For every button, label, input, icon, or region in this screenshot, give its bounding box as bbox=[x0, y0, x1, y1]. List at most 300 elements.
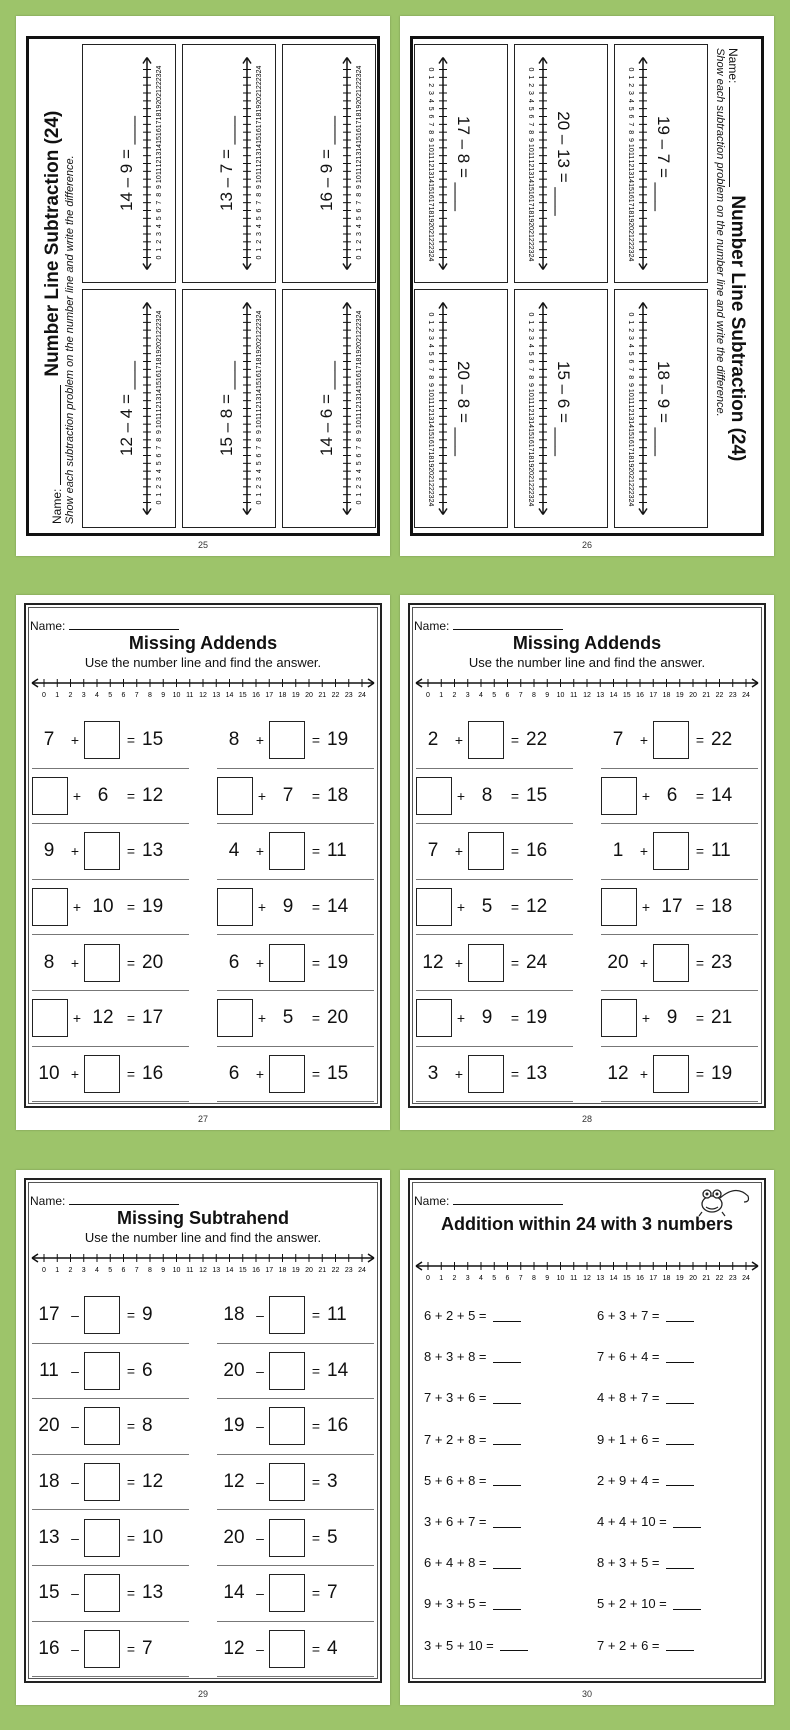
number-line-label: 4 bbox=[356, 469, 363, 474]
number-line-label: 8 bbox=[532, 692, 536, 699]
equals-sign: = bbox=[311, 1640, 321, 1657]
answer-box[interactable] bbox=[217, 777, 253, 815]
number-line-label: 12 bbox=[156, 404, 163, 413]
number-line-label: 2 bbox=[452, 1275, 457, 1282]
equals-sign: = bbox=[311, 732, 321, 749]
problem-cell bbox=[614, 289, 708, 528]
number-line-label: 20 bbox=[305, 692, 313, 699]
number-line-label: 6 bbox=[427, 359, 434, 364]
answer-box[interactable] bbox=[84, 1407, 120, 1445]
problem-row bbox=[424, 1377, 750, 1418]
operator: + bbox=[454, 954, 464, 971]
number-line-label: 21 bbox=[256, 89, 263, 97]
number-line-label: 21 bbox=[702, 1275, 711, 1282]
answer-box[interactable] bbox=[84, 1574, 120, 1612]
equals-sign: = bbox=[126, 1418, 136, 1435]
number-line-label: 10 bbox=[256, 420, 263, 429]
number-line-label: 14 bbox=[527, 175, 534, 184]
number-line-label: 24 bbox=[527, 498, 534, 507]
number-line-label: 6 bbox=[627, 114, 634, 119]
answer-box[interactable] bbox=[84, 1463, 120, 1501]
answer-blank[interactable] bbox=[666, 1474, 694, 1486]
operator: – bbox=[71, 1529, 79, 1546]
result: 10 bbox=[142, 1526, 164, 1548]
number-line-label: 9 bbox=[545, 1275, 550, 1282]
answer-blank[interactable] bbox=[666, 1639, 694, 1651]
answer-box[interactable] bbox=[32, 777, 68, 815]
problem-text: 13 – 7 = ___ bbox=[217, 116, 236, 212]
number-line-label: 7 bbox=[134, 1267, 139, 1274]
answer-box[interactable] bbox=[84, 944, 120, 982]
problem-list bbox=[32, 713, 374, 1102]
problem-text: 15 – 8 = ___ bbox=[217, 361, 236, 457]
number-line-label: 10 bbox=[356, 420, 363, 429]
number-line-label: 9 bbox=[627, 383, 634, 387]
answer-blank[interactable] bbox=[666, 1557, 694, 1569]
number-line-label: 23 bbox=[527, 245, 534, 254]
equals-sign: = bbox=[126, 787, 136, 804]
addend: 12 bbox=[422, 951, 444, 973]
number-line-label: 19 bbox=[627, 214, 634, 223]
name-field bbox=[50, 385, 64, 524]
number-line-label: 1 bbox=[627, 320, 634, 325]
number-line-label: 16 bbox=[256, 373, 263, 382]
name-field bbox=[30, 1194, 179, 1208]
number-line-label: 1 bbox=[55, 1267, 60, 1274]
number-line-label: 6 bbox=[505, 1275, 510, 1282]
addend: 7 bbox=[427, 840, 439, 862]
answer-box[interactable] bbox=[84, 721, 120, 759]
worksheet-page-28 bbox=[400, 595, 774, 1130]
answer-box[interactable] bbox=[269, 1352, 305, 1390]
number-line-label: 7 bbox=[518, 1275, 523, 1282]
answer-box[interactable] bbox=[601, 777, 637, 815]
number-line-label: 15 bbox=[527, 183, 534, 191]
result: 16 bbox=[142, 1062, 164, 1084]
addend: 12 bbox=[223, 1471, 245, 1493]
number-line-label: 22 bbox=[256, 81, 263, 90]
number-line-label: 9 bbox=[527, 383, 534, 387]
answer-box[interactable] bbox=[468, 721, 504, 759]
page-number: 25 bbox=[197, 540, 208, 550]
answer-box[interactable] bbox=[269, 1055, 305, 1093]
answer-box[interactable] bbox=[601, 888, 637, 926]
number-line-label: 0 bbox=[156, 500, 163, 505]
answer-blank[interactable] bbox=[493, 1433, 521, 1445]
number-line-label: 21 bbox=[356, 334, 363, 342]
answer-box[interactable] bbox=[269, 1630, 305, 1668]
number-line-label: 7 bbox=[356, 200, 363, 205]
number-line-label: 1 bbox=[627, 75, 634, 80]
answer-blank[interactable] bbox=[666, 1351, 694, 1363]
answer-box[interactable] bbox=[653, 944, 689, 982]
number-line-label: 20 bbox=[356, 341, 363, 350]
number-line-label: 15 bbox=[238, 1267, 247, 1274]
equation bbox=[416, 1047, 573, 1103]
answer-box[interactable] bbox=[217, 888, 253, 926]
number-line-label: 8 bbox=[156, 437, 163, 442]
number-line-label: 1 bbox=[356, 247, 363, 252]
number-line-label: 12 bbox=[627, 404, 634, 413]
problem-text: 20 – 13 = ___ bbox=[554, 111, 573, 216]
number-line-label: 21 bbox=[527, 475, 534, 483]
number-line-label: 18 bbox=[156, 112, 163, 121]
problem-cell bbox=[82, 289, 176, 528]
name-line bbox=[453, 629, 563, 630]
number-line-label: 22 bbox=[627, 237, 634, 246]
number-line-label: 17 bbox=[527, 198, 534, 207]
problem-row bbox=[416, 935, 758, 991]
number-line-label: 1 bbox=[427, 320, 434, 325]
number-line-label: 11 bbox=[427, 152, 434, 160]
problem-list bbox=[424, 1295, 750, 1666]
page-number: 29 bbox=[197, 1689, 208, 1699]
number-line-label: 23 bbox=[344, 692, 353, 699]
problem-cell bbox=[514, 289, 608, 528]
addend: 7 bbox=[43, 729, 55, 751]
answer-box[interactable] bbox=[269, 1407, 305, 1445]
number-line-label: 7 bbox=[627, 122, 634, 127]
name-field bbox=[726, 48, 740, 187]
number-line-label: 9 bbox=[627, 138, 634, 142]
problem-row bbox=[424, 1419, 750, 1460]
number-line-label: 17 bbox=[265, 1267, 274, 1274]
number-line-label: 21 bbox=[156, 334, 163, 342]
answer-blank[interactable] bbox=[493, 1351, 521, 1363]
equation bbox=[217, 991, 374, 1047]
number-line-label: 13 bbox=[212, 1267, 221, 1274]
operator: + bbox=[641, 787, 651, 804]
number-line-label: 12 bbox=[627, 159, 634, 168]
number-line-label: 2 bbox=[156, 239, 163, 244]
number-line-label: 8 bbox=[356, 192, 363, 197]
number-line-label: 4 bbox=[156, 224, 163, 229]
addition-problem bbox=[424, 1295, 577, 1336]
equals-sign: = bbox=[695, 843, 705, 860]
equation bbox=[32, 1399, 189, 1455]
page-title: Missing Addends bbox=[512, 633, 662, 653]
answer-blank[interactable] bbox=[666, 1310, 694, 1322]
equals-sign: = bbox=[126, 899, 136, 916]
answer-box[interactable] bbox=[84, 1630, 120, 1668]
number-line-label: 22 bbox=[356, 81, 363, 90]
number-line-label: 21 bbox=[318, 1267, 327, 1274]
equation bbox=[217, 713, 374, 769]
number-line-label: 9 bbox=[156, 185, 163, 189]
number-line-label: 15 bbox=[622, 1275, 631, 1282]
result: 18 bbox=[711, 896, 733, 918]
number-line-label: 18 bbox=[356, 112, 363, 121]
answer-box[interactable] bbox=[84, 1055, 120, 1093]
number-line-label: 12 bbox=[583, 1275, 591, 1282]
number-line-label: 3 bbox=[156, 232, 163, 236]
addend: 12 bbox=[607, 1062, 629, 1084]
number-line-label: 20 bbox=[156, 341, 163, 350]
equation bbox=[416, 935, 573, 991]
equals-sign: = bbox=[311, 843, 321, 860]
number-line-label: 18 bbox=[256, 112, 263, 121]
equals-sign: = bbox=[311, 1010, 321, 1027]
number-line-label: 22 bbox=[715, 692, 724, 699]
number-line-label: 23 bbox=[728, 692, 737, 699]
addition-problem bbox=[597, 1419, 750, 1460]
number-line bbox=[30, 1250, 376, 1280]
number-line-label: 11 bbox=[356, 167, 363, 175]
result: 17 bbox=[142, 1007, 164, 1029]
problem-text: 7 + 3 + 6 = bbox=[424, 1390, 487, 1406]
number-line-label: 1 bbox=[527, 75, 534, 80]
number-line-label: 7 bbox=[156, 200, 163, 205]
number-line-label: 4 bbox=[479, 692, 483, 699]
answer-box[interactable] bbox=[416, 999, 452, 1037]
number-line-label: 2 bbox=[452, 692, 457, 699]
problem-text: 3 + 5 + 10 = bbox=[424, 1637, 494, 1653]
number-line-label: 5 bbox=[427, 106, 434, 111]
answer-box[interactable] bbox=[269, 1296, 305, 1334]
page-number: 30 bbox=[581, 1689, 592, 1699]
number-line-label: 20 bbox=[689, 692, 697, 699]
problem-row bbox=[416, 769, 758, 825]
problem-text: 9 + 3 + 5 = bbox=[424, 1596, 487, 1612]
addend: 17 bbox=[661, 896, 683, 918]
answer-box[interactable] bbox=[217, 999, 253, 1037]
number-line-label: 14 bbox=[627, 420, 634, 429]
number-line-label: 15 bbox=[622, 692, 631, 699]
problem-text: 12 – 4 = ___ bbox=[117, 361, 136, 457]
number-line-label: 22 bbox=[156, 81, 163, 90]
answer-box[interactable] bbox=[468, 832, 504, 870]
number-line-label: 6 bbox=[256, 208, 263, 213]
addition-problem bbox=[424, 1542, 577, 1583]
problem-row bbox=[416, 824, 758, 880]
problem-text: 7 + 6 + 4 = bbox=[597, 1349, 660, 1365]
page-title: Addition within 24 with 3 numbers bbox=[440, 1214, 733, 1234]
answer-blank[interactable] bbox=[493, 1516, 521, 1528]
problem-text: 6 + 2 + 5 = bbox=[424, 1308, 487, 1324]
answer-blank[interactable] bbox=[500, 1639, 528, 1651]
problem-text: 20 – 8 = ___ bbox=[454, 360, 473, 456]
number-line-label: 11 bbox=[256, 412, 263, 420]
result: 4 bbox=[327, 1637, 338, 1659]
number-line-label: 6 bbox=[527, 114, 534, 119]
answer-box[interactable] bbox=[269, 1519, 305, 1557]
operator: – bbox=[71, 1307, 79, 1324]
equation bbox=[32, 1288, 189, 1344]
number-line-label: 0 bbox=[627, 312, 634, 317]
answer-box[interactable] bbox=[269, 721, 305, 759]
number-line-label: 23 bbox=[156, 318, 163, 327]
addend: 19 bbox=[223, 1415, 245, 1437]
answer-box[interactable] bbox=[269, 1463, 305, 1501]
number-line-label: 11 bbox=[527, 152, 534, 160]
number-line-label: 15 bbox=[356, 136, 363, 144]
number-line-label: 15 bbox=[627, 428, 634, 436]
operator: – bbox=[256, 1474, 264, 1491]
name-line bbox=[69, 1204, 179, 1205]
number-line-label: 4 bbox=[427, 98, 434, 103]
number-line-label: 10 bbox=[527, 388, 534, 397]
answer-box[interactable] bbox=[32, 999, 68, 1037]
equation bbox=[217, 1455, 374, 1511]
answer-blank[interactable] bbox=[493, 1474, 521, 1486]
number-line-label: 16 bbox=[156, 373, 163, 382]
number-line-label: 16 bbox=[527, 435, 534, 444]
answer-box[interactable] bbox=[32, 888, 68, 926]
operator: – bbox=[71, 1640, 79, 1657]
number-line bbox=[425, 298, 451, 519]
instructions: Show each subtraction problem on the number line and write the difference. bbox=[714, 48, 726, 417]
number-line-label: 15 bbox=[627, 183, 634, 191]
number-line-label: 9 bbox=[356, 430, 363, 434]
number-line-label: 9 bbox=[427, 383, 434, 387]
equation bbox=[416, 769, 573, 825]
number-line-label: 4 bbox=[95, 692, 99, 699]
result: 16 bbox=[327, 1415, 349, 1437]
number-line-label: 16 bbox=[627, 435, 634, 444]
equation bbox=[601, 824, 758, 880]
equals-sign: = bbox=[311, 899, 321, 916]
number-line-label: 23 bbox=[156, 73, 163, 82]
number-line bbox=[525, 298, 551, 519]
answer-blank[interactable] bbox=[493, 1310, 521, 1322]
addend: 10 bbox=[92, 896, 114, 918]
number-line-label: 20 bbox=[627, 222, 634, 231]
number-line-label: 14 bbox=[156, 388, 163, 397]
name-label: Name: bbox=[414, 619, 450, 633]
number-line-label: 15 bbox=[356, 381, 363, 389]
answer-box[interactable] bbox=[84, 1352, 120, 1390]
result: 24 bbox=[526, 951, 548, 973]
equals-sign: = bbox=[311, 1529, 321, 1546]
worksheet-page-25 bbox=[16, 16, 390, 556]
number-line-label: 2 bbox=[256, 484, 263, 489]
answer-box[interactable] bbox=[468, 1055, 504, 1093]
number-line-label: 23 bbox=[627, 490, 634, 499]
number-line-label: 4 bbox=[156, 469, 163, 474]
answer-blank[interactable] bbox=[666, 1392, 694, 1404]
answer-box[interactable] bbox=[269, 1574, 305, 1612]
result: 21 bbox=[711, 1007, 733, 1029]
number-line-label: 4 bbox=[479, 1275, 483, 1282]
operator: + bbox=[639, 954, 649, 971]
number-line-label: 22 bbox=[627, 482, 634, 491]
operator: + bbox=[639, 843, 649, 860]
result: 5 bbox=[327, 1526, 338, 1548]
equation bbox=[217, 1399, 374, 1455]
answer-box[interactable] bbox=[653, 1055, 689, 1093]
answer-box[interactable] bbox=[468, 944, 504, 982]
problem-cell bbox=[182, 44, 276, 283]
answer-box[interactable] bbox=[84, 832, 120, 870]
problem-row bbox=[32, 769, 374, 825]
problem-text: 7 + 2 + 6 = bbox=[597, 1637, 660, 1653]
number-line-label: 2 bbox=[627, 328, 634, 333]
problem-row bbox=[32, 1622, 374, 1678]
answer-blank[interactable] bbox=[493, 1392, 521, 1404]
answer-box[interactable] bbox=[653, 721, 689, 759]
number-line-label: 0 bbox=[356, 255, 363, 260]
number-line-label: 17 bbox=[156, 120, 163, 129]
name-field bbox=[414, 619, 563, 633]
number-line-label: 1 bbox=[156, 247, 163, 252]
addend: 8 bbox=[481, 784, 493, 806]
number-line-label: 12 bbox=[256, 404, 263, 413]
number-line-label: 11 bbox=[427, 397, 434, 405]
number-line-label: 19 bbox=[256, 104, 263, 113]
number-line-label: 2 bbox=[427, 328, 434, 333]
answer-box[interactable] bbox=[653, 832, 689, 870]
number-line-label: 16 bbox=[156, 128, 163, 137]
result: 14 bbox=[327, 1359, 349, 1381]
number-line-label: 17 bbox=[356, 120, 363, 129]
addition-problem bbox=[597, 1583, 750, 1624]
answer-blank[interactable] bbox=[673, 1598, 701, 1610]
equation bbox=[217, 1288, 374, 1344]
page-title: Number Line Subtraction (24) bbox=[727, 195, 748, 462]
number-line-label: 18 bbox=[427, 206, 434, 215]
number-line-label: 11 bbox=[256, 167, 263, 175]
number-line-label: 7 bbox=[134, 692, 139, 699]
name-field bbox=[414, 1194, 563, 1208]
number-line-label: 5 bbox=[256, 461, 263, 466]
equation bbox=[32, 1622, 189, 1678]
number-line-label: 5 bbox=[156, 461, 163, 466]
answer-box[interactable] bbox=[269, 832, 305, 870]
equals-sign: = bbox=[311, 1362, 321, 1379]
number-line-label: 16 bbox=[427, 435, 434, 444]
equation bbox=[32, 1510, 189, 1566]
answer-box[interactable] bbox=[416, 777, 452, 815]
operator: + bbox=[70, 954, 80, 971]
number-line-label: 13 bbox=[596, 692, 605, 699]
operator: + bbox=[641, 899, 651, 916]
equals-sign: = bbox=[126, 1474, 136, 1491]
number-line-label: 11 bbox=[156, 412, 163, 420]
number-line-label: 19 bbox=[427, 459, 434, 468]
number-line-label: 13 bbox=[212, 692, 221, 699]
operator: + bbox=[255, 843, 265, 860]
addition-problem bbox=[597, 1501, 750, 1542]
equals-sign: = bbox=[126, 732, 136, 749]
result: 15 bbox=[327, 1062, 349, 1084]
answer-box[interactable] bbox=[269, 944, 305, 982]
number-line-label: 3 bbox=[627, 91, 634, 95]
number-line-label: 20 bbox=[627, 467, 634, 476]
answer-blank[interactable] bbox=[493, 1557, 521, 1569]
number-line-label: 9 bbox=[356, 185, 363, 189]
answer-box[interactable] bbox=[416, 888, 452, 926]
number-line-label: 9 bbox=[156, 430, 163, 434]
answer-box[interactable] bbox=[601, 999, 637, 1037]
number-line-label: 15 bbox=[427, 428, 434, 436]
addend: 12 bbox=[223, 1637, 245, 1659]
answer-box[interactable] bbox=[84, 1519, 120, 1557]
addend: 18 bbox=[38, 1471, 60, 1493]
equation bbox=[416, 991, 573, 1047]
number-line-label: 3 bbox=[356, 477, 363, 481]
number-line-label: 23 bbox=[728, 1275, 737, 1282]
answer-blank[interactable] bbox=[493, 1598, 521, 1610]
number-line-label: 14 bbox=[156, 143, 163, 152]
result: 22 bbox=[711, 729, 733, 751]
number-line-label: 15 bbox=[427, 183, 434, 191]
number-line-label: 9 bbox=[427, 138, 434, 142]
number-line-label: 13 bbox=[427, 412, 434, 421]
name-line bbox=[729, 87, 730, 187]
answer-blank[interactable] bbox=[666, 1433, 694, 1445]
answer-blank[interactable] bbox=[673, 1516, 701, 1528]
answer-box[interactable] bbox=[84, 1296, 120, 1334]
